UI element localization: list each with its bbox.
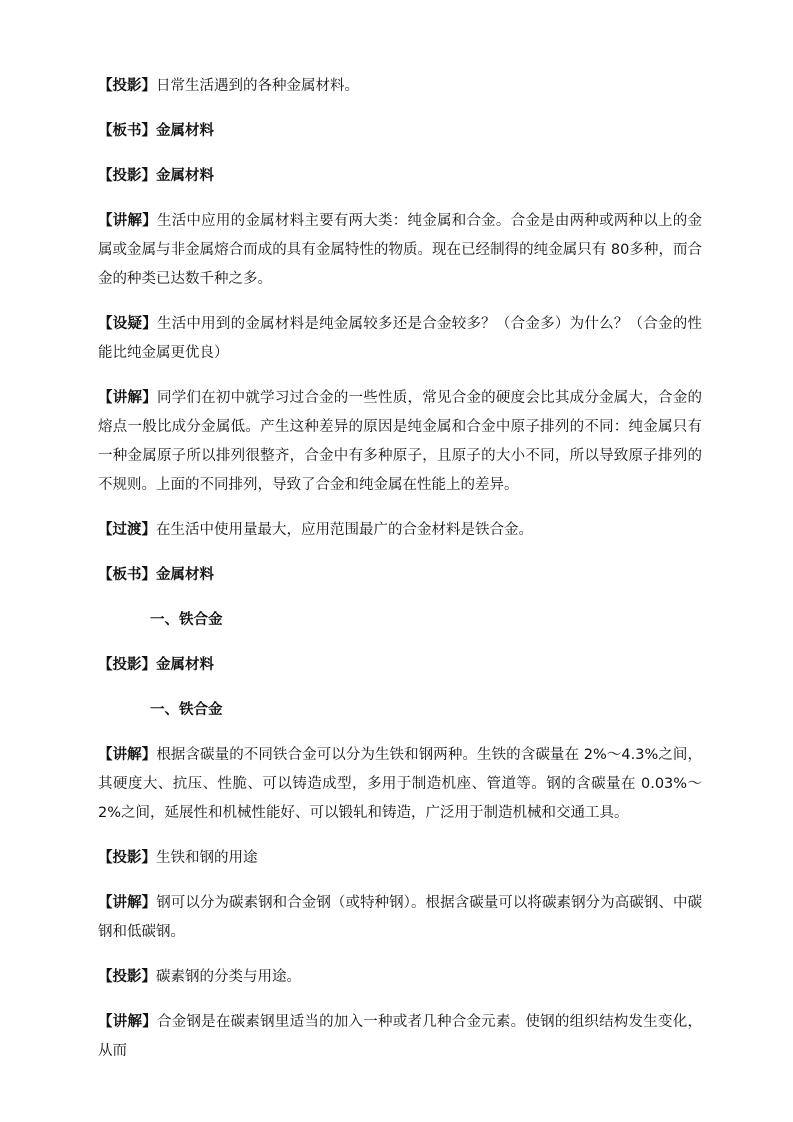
paragraph [98,844,702,873]
paragraph-tag: 【投影】 [98,168,156,184]
paragraph [98,207,702,294]
document-page [98,72,702,1066]
paragraph-text: 金属材料 [156,168,214,184]
paragraph-text: 一、铁合金 [150,702,223,718]
paragraph-tag: 【讲解】 [98,895,157,911]
paragraph [98,117,702,146]
paragraph [98,1008,702,1066]
paragraph [98,741,702,828]
paragraph-tag: 【板书】 [98,567,156,583]
paragraph [98,696,702,725]
paragraph [98,516,702,545]
paragraph-tag: 【讲解】 [98,390,157,406]
paragraph-tag: 【设疑】 [98,316,157,332]
paragraph-text: 一、铁合金 [150,612,223,628]
paragraph-tag: 【讲解】 [98,747,157,763]
paragraph-text: 日常生活遇到的各种金属材料。 [156,78,359,94]
paragraph-tag: 【投影】 [98,657,156,673]
paragraph [98,162,702,191]
paragraph [98,72,702,101]
paragraph [98,606,702,635]
paragraph-tag: 【投影】 [98,78,156,94]
paragraph-tag: 【讲解】 [98,213,157,229]
paragraph [98,310,702,368]
paragraph-tag: 【板书】 [98,123,156,139]
paragraph-tag: 【投影】 [98,850,156,866]
paragraph-text: 碳素钢的分类与用途。 [156,969,301,985]
paragraph-text: 金属材料 [156,567,214,583]
paragraph-text: 金属材料 [156,123,214,139]
paragraph-tag: 【过渡】 [98,522,156,538]
paragraph [98,651,702,680]
paragraph-text: 金属材料 [156,657,214,673]
paragraph-text: 根据含碳量的不同铁合金可以分为生铁和钢两种。生铁的含碳量在 2%～4.3%之间，其硬度大、抗压、性脆、可以铸造成型，多用于制造机座、管道等。钢的含碳量在 0.03%～2%之间，延展性和机械性能好、可以锻轧和铸造，广泛用于制造机械和交通工具。 [98,747,702,821]
paragraph-tag: 【讲解】 [98,1014,157,1030]
paragraph [98,963,702,992]
paragraph [98,889,702,947]
paragraph-text: 合金钢是在碳素钢里适当的加入一种或者几种合金元素。使钢的组织结构发生变化，从而 [98,1014,702,1059]
paragraph-text: 生活中用到的金属材料是纯金属较多还是合金较多？（合金多）为什么？（合金的性能比纯金属更优良） [98,316,702,361]
paragraph-tag: 【投影】 [98,969,156,985]
paragraph-text: 生铁和钢的用途 [156,850,258,866]
paragraph [98,561,702,590]
paragraph-text: 同学们在初中就学习过合金的一些性质，常见合金的硬度会比其成分金属大，合金的熔点一般比成分金属低。产生这种差异的原因是纯金属和合金中原子排列的不同：纯金属只有一种金属原子所以排列很整齐，合金中有多种原子，且原子的大小不同，所以导致原子排列的不规则。上面的不同排列，导致了合金和纯金属在性能上的差异。 [98,390,702,493]
paragraph [98,384,702,500]
paragraph-text: 在生活中使用量最大，应用范围最广的合金材料是铁合金。 [156,522,533,538]
paragraph-text: 生活中应用的金属材料主要有两大类：纯金属和合金。合金是由两种或两种以上的金属或金属与非金属熔合而成的具有金属特性的物质。现在已经制得的纯金属只有 80多种，而合金的种类已达数千种之多。 [98,213,702,287]
paragraph-text: 钢可以分为碳素钢和合金钢（或特种钢）。根据含碳量可以将碳素钢分为高碳钢、中碳钢和低碳钢。 [98,895,703,940]
